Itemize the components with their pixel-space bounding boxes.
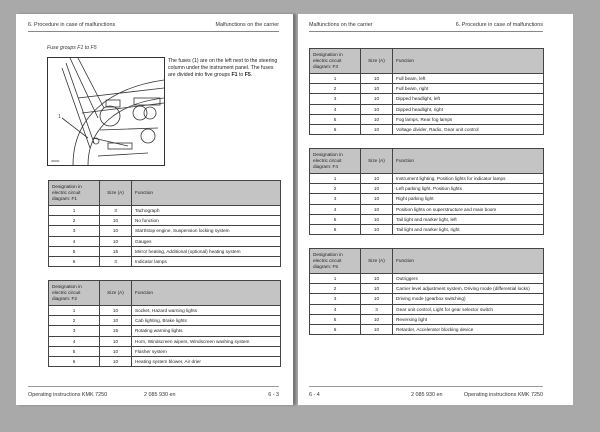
fuse-number: 4 — [310, 204, 361, 214]
fuse-size: 10 — [361, 104, 393, 114]
fuse-number: 1 — [310, 274, 361, 284]
fuse-number: 2 — [310, 84, 361, 94]
fuse-size: 10 — [100, 236, 132, 246]
size-header: Size (A) — [361, 49, 393, 74]
fuse-number: 1 — [310, 74, 361, 84]
function-header: Function — [393, 149, 544, 174]
fuse-number: 1 — [49, 306, 100, 316]
fuse-function: Driving mode (gearbox switching) — [393, 294, 544, 304]
fuse-number: 6 — [49, 257, 100, 267]
figure-callout-label: 1 — [58, 114, 61, 120]
fuse-number: 4 — [49, 336, 100, 346]
table-header-row — [49, 181, 281, 206]
designation-header: Designation in electric circuit diagram: F5 — [310, 249, 361, 274]
designation-header: Designation in electric circuit diagram: F2 — [49, 281, 100, 306]
table-row — [310, 314, 544, 324]
table-row — [310, 304, 544, 314]
fuse-number: 2 — [310, 284, 361, 294]
fuse-function: Horn, Windscreen wipers, Windscreen washing system — [132, 336, 281, 346]
fuse-function: Flasher system — [132, 346, 281, 356]
fuse-function: Gauges — [132, 236, 281, 246]
fuse-table-f1 — [48, 180, 281, 267]
table-row — [49, 357, 281, 367]
fuse-number: 1 — [49, 206, 100, 216]
fuse-size: 10 — [361, 274, 393, 284]
fuse-size: 10 — [100, 336, 132, 346]
fuse-function: Socket, Hazard warning lights — [132, 306, 281, 316]
fuse-function: Fog lamps, Rear fog lamps — [393, 114, 544, 124]
fuse-function: Carrier level adjustment system, Driving mode (differential locks) — [393, 284, 544, 294]
footer-divider — [28, 386, 279, 387]
table-row — [310, 284, 544, 294]
fuse-size: 10 — [100, 357, 132, 367]
fuse-function: Right parking light — [393, 194, 544, 204]
header-chapter: 6. Procedure in case of malfunctions — [28, 22, 116, 28]
fuse-number: 4 — [310, 104, 361, 114]
footer-manual: Operating instructions KMK 7250 — [28, 392, 108, 398]
header-divider — [309, 31, 543, 32]
table-row — [49, 326, 281, 336]
size-header: Size (A) — [100, 181, 132, 206]
table-row — [310, 174, 544, 184]
table-row — [49, 206, 281, 216]
steering-column-figure — [47, 57, 165, 166]
fuse-function: No function — [132, 216, 281, 226]
fuse-number: 3 — [310, 94, 361, 104]
fuse-description — [168, 58, 278, 79]
table-row — [310, 125, 544, 135]
fuse-size: 10 — [361, 94, 393, 104]
table-row — [310, 214, 544, 224]
fuse-size: 10 — [100, 316, 132, 326]
fuse-size: 15 — [100, 326, 132, 336]
fuse-function: Reversing light — [393, 314, 544, 324]
fuse-function: Gear unit control, Light for gear selector switch — [393, 304, 544, 314]
footer-doc-number: 2 085 930 en — [411, 392, 443, 398]
table-row — [49, 306, 281, 316]
fuse-number: 6 — [310, 225, 361, 235]
description-text: . — [250, 72, 253, 78]
fuse-size: 3 — [100, 257, 132, 267]
table-header-row — [310, 49, 544, 74]
footer-divider — [309, 386, 543, 387]
fuse-function: Indicator lamps — [132, 257, 281, 267]
fuse-function: Tachograph — [132, 206, 281, 216]
fuse-number: 4 — [49, 236, 100, 246]
fuse-size: 10 — [100, 226, 132, 236]
size-header: Size (A) — [100, 281, 132, 306]
fuse-number: 3 — [49, 326, 100, 336]
fuse-size: 10 — [361, 314, 393, 324]
table-row — [310, 325, 544, 335]
fuse-table-f5 — [309, 248, 544, 335]
size-header: Size (A) — [361, 149, 393, 174]
fuse-number: 2 — [49, 316, 100, 326]
figure-caption: Fuse groups F1 to F5 — [47, 45, 97, 51]
header-section: Malfunctions on the carrier — [309, 22, 373, 28]
fuse-size: 10 — [361, 174, 393, 184]
fuse-function: Instrument lighting, Position lights for indicator lamps — [393, 174, 544, 184]
fuse-number: 5 — [310, 214, 361, 224]
header-chapter: 6. Procedure in case of malfunctions — [455, 22, 543, 28]
fuse-function: Mirror heating, Additional (optional) heating system — [132, 246, 281, 256]
fuse-size: 15 — [100, 246, 132, 256]
table-header-row — [49, 281, 281, 306]
size-header: Size (A) — [361, 249, 393, 274]
fuse-table-f3 — [309, 48, 544, 135]
left-page — [16, 14, 293, 405]
fuse-number: 2 — [49, 216, 100, 226]
fuse-size: 10 — [361, 204, 393, 214]
fuse-function: Voltage divider, Radio, Gear unit control — [393, 125, 544, 135]
table-row — [49, 257, 281, 267]
table-row — [310, 104, 544, 114]
description-text: to — [237, 72, 245, 78]
fuse-function: Tail light and marker light, left — [393, 214, 544, 224]
fuse-number: 3 — [310, 194, 361, 204]
table-row — [310, 84, 544, 94]
fuse-function: Position lights on superstructure and main boom — [393, 204, 544, 214]
footer-manual: Operating instructions KMK 7250 — [463, 392, 543, 398]
fuse-location-drawing — [48, 58, 164, 165]
fuse-size: 10 — [361, 84, 393, 94]
fuse-number: 5 — [310, 314, 361, 324]
figure-code: 40000 — [51, 159, 60, 163]
header-divider — [28, 31, 279, 32]
table-row — [310, 114, 544, 124]
fuse-size: 10 — [100, 306, 132, 316]
fuse-table-f2 — [48, 280, 281, 367]
fuse-number: 6 — [49, 357, 100, 367]
fuse-function: Full beam, left — [393, 74, 544, 84]
fuse-number: 3 — [49, 226, 100, 236]
table-row — [49, 246, 281, 256]
fuse-number: 5 — [49, 346, 100, 356]
footer-page-number: 6 - 3 — [268, 392, 279, 398]
table-row — [310, 194, 544, 204]
fuse-function: Cab lighting, Brake lights — [132, 316, 281, 326]
fuse-size: 10 — [361, 225, 393, 235]
fuse-size: 10 — [361, 294, 393, 304]
description-text: The fuses (1) are on the left next to the steering column under the instrument panel. The fuses are divided into five groups — [168, 58, 278, 78]
designation-header: Designation in electric circuit diagram: F1 — [49, 181, 100, 206]
description-group-end: F5 — [244, 72, 251, 78]
function-header: Function — [393, 49, 544, 74]
fuse-size: 10 — [361, 114, 393, 124]
table-row — [310, 274, 544, 284]
fuse-size: 10 — [361, 74, 393, 84]
right-page — [298, 14, 573, 405]
table-header-row — [310, 249, 544, 274]
table-row — [49, 236, 281, 246]
function-header: Function — [393, 249, 544, 274]
fuse-number: 4 — [310, 304, 361, 314]
fuse-function: Left parking light, Position lights — [393, 184, 544, 194]
table-row — [49, 336, 281, 346]
function-header: Function — [132, 181, 281, 206]
fuse-number: 6 — [310, 325, 361, 335]
designation-header: Designation in electric circuit diagram: F4 — [310, 149, 361, 174]
designation-header: Designation in electric circuit diagram: F3 — [310, 49, 361, 74]
fuse-function: Dipped headlight, right — [393, 104, 544, 114]
fuse-function: Heating system blower, Air drier — [132, 357, 281, 367]
fuse-number: 3 — [310, 294, 361, 304]
fuse-function: Rotating warning lights — [132, 326, 281, 336]
fuse-size: 10 — [361, 214, 393, 224]
table-header-row — [310, 149, 544, 174]
fuse-function: Retarder, Accelerator blocking device — [393, 325, 544, 335]
table-row — [310, 204, 544, 214]
fuse-size: 10 — [100, 346, 132, 356]
fuse-number: 2 — [310, 184, 361, 194]
fuse-table-f4 — [309, 148, 544, 235]
description-group-start: F1 — [231, 72, 238, 78]
fuse-number: 5 — [310, 114, 361, 124]
table-row — [49, 226, 281, 236]
fuse-size: 10 — [100, 216, 132, 226]
table-row — [49, 316, 281, 326]
fuse-function: Outriggers — [393, 274, 544, 284]
fuse-number: 6 — [310, 125, 361, 135]
fuse-size: 10 — [361, 284, 393, 294]
fuse-number: 5 — [49, 246, 100, 256]
table-row — [310, 74, 544, 84]
table-row — [310, 184, 544, 194]
footer-page-number: 6 - 4 — [309, 392, 320, 398]
table-row — [310, 225, 544, 235]
fuse-function: Tail light and marker light, right — [393, 225, 544, 235]
table-row — [49, 346, 281, 356]
table-row — [310, 94, 544, 104]
table-row — [310, 294, 544, 304]
fuse-size: 10 — [361, 194, 393, 204]
fuse-size: 3 — [100, 206, 132, 216]
fuse-size: 3 — [361, 304, 393, 314]
header-section: Malfunctions on the carrier — [215, 22, 279, 28]
fuse-size: 10 — [361, 184, 393, 194]
fuse-size: 10 — [361, 325, 393, 335]
fuse-function: Full beam, right — [393, 84, 544, 94]
fuse-function: Start/stop engine, Suspension locking system — [132, 226, 281, 236]
fuse-function: Dipped headlight, left — [393, 94, 544, 104]
fuse-size: 10 — [361, 125, 393, 135]
table-row — [49, 216, 281, 226]
function-header: Function — [132, 281, 281, 306]
fuse-number: 1 — [310, 174, 361, 184]
footer-doc-number: 2 085 930 en — [144, 392, 176, 398]
